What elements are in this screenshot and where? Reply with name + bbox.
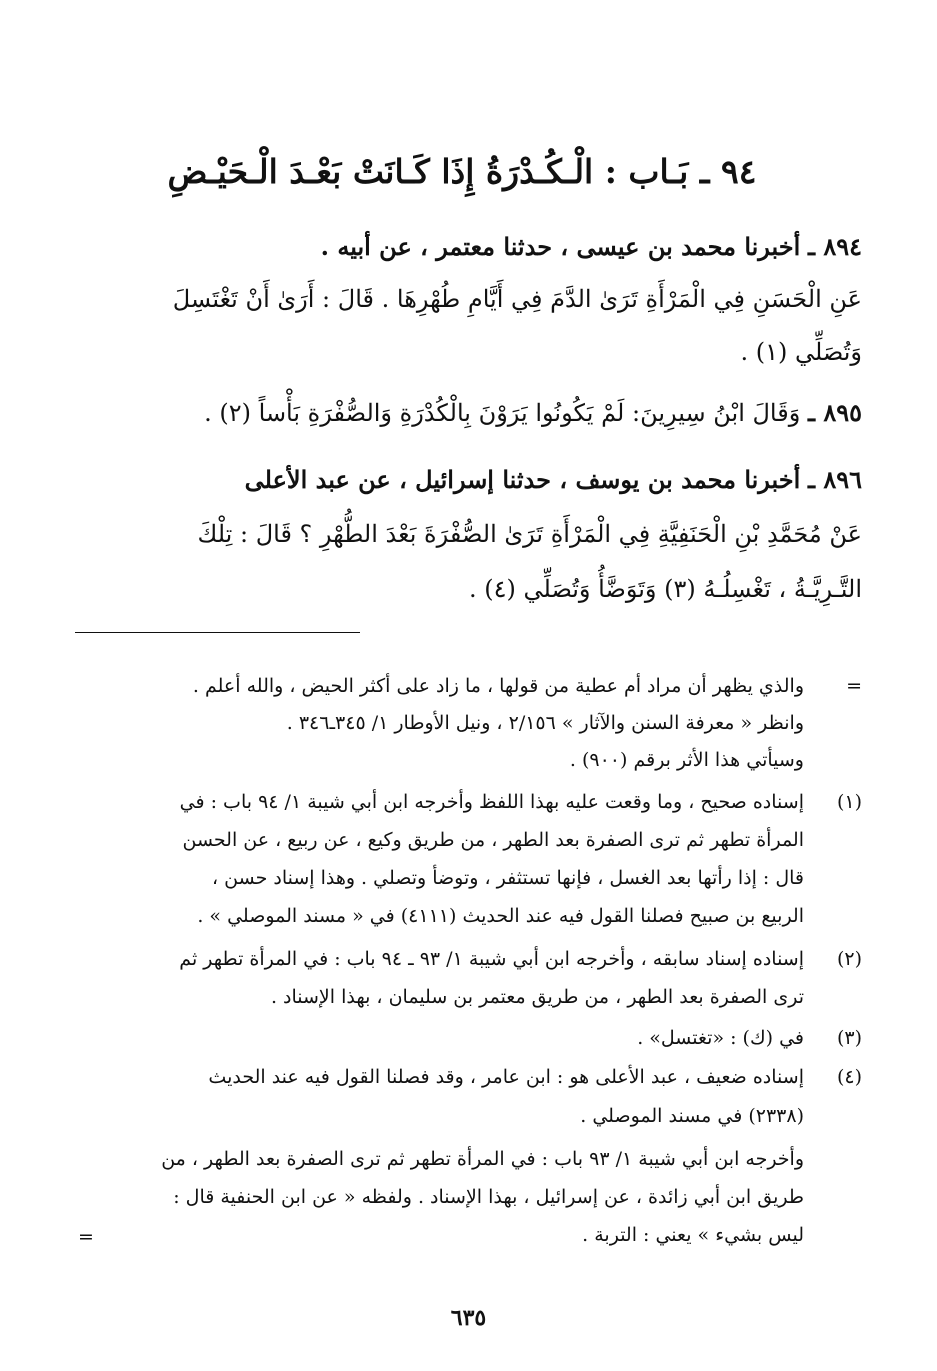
footnote-line: الربيع بن صبيح فصلنا القول فيه عند الحديث (٤١١١) في « مسند الموصلي » . [197,905,804,927]
footnote-line-row [72,1185,862,1215]
footnote-separator [75,632,360,633]
footnote-continued [72,674,862,704]
footnote-line: وانظر « معرفة السنن والآثار » ٢/١٥٦ ، ونيل الأوطار ١/ ٣٤٥ـ٣٤٦ . [286,712,804,734]
footnote-line: وسيأتي هذا الأثر برقم (٩٠٠) . [569,749,804,771]
continuation-mark-end: = [78,1226,94,1248]
hadith-number: ٨٩٤ ـ [807,232,862,261]
footnote-1 [72,790,862,820]
footnote-line: وأخرجه ابن أبي شيبة ١/ ٩٣ باب : في المرأة تطهر ثم ترى الصفرة بعد الطهر ، من [161,1148,804,1170]
footnote-mark: (١) [836,791,862,813]
footnote-4 [72,1065,862,1095]
isnad-text: أخبرنا محمد بن يوسف ، حدثنا إسرائيل ، عن عبد الأعلى [244,465,801,494]
footnote-line-row [72,1147,862,1177]
footnote-line: ترى الصفرة بعد الطهر ، من طريق معتمر بن سليمان ، بهذا الإسناد . [270,986,804,1008]
text-line-894 [72,232,862,261]
isnad-text: أخبرنا محمد بن عيسى ، حدثنا معتمر ، عن أبيه . [320,232,801,261]
footnote-line: قال : إذا رأتها بعد الغسل ، فإنها تستثفر ، وتوضأ وتصلي . وهذا إسناد حسن ، [211,867,804,889]
footnote-line: إسناده إسناد سابقه ، وأخرجه ابن أبي شيبة ١/ ٩٣ ـ ٩٤ باب : في المرأة تطهر ثم [179,948,804,970]
footnote-mark: (٣) [836,1027,862,1049]
matn-line: عَنِ الْحَسَنِ فِي الْمَرْأَةِ تَرَىٰ الدَّمَ فِي أَيَّامِ طُهْرِهَا . قَالَ : أَرَىٰ أَنْ تَغْتَسِلَ [172,285,862,313]
chapter-heading: ٩٤ ـ بَـاب : الْـكُـدْرَةُ إِذَا كَـانَتْ بَعْـدَ الْـحَيْـضِ [167,152,757,191]
footnote-line-row [72,748,862,778]
footnote-line: ليس بشيء » يعني : التربة . [582,1224,804,1246]
footnote-3 [72,1026,862,1056]
hadith-number: ٨٩٥ ـ [807,398,862,427]
footnote-line-row [72,711,862,741]
footnote-line: طريق ابن أبي زائدة ، عن إسرائيل ، بهذا الإسناد . ولفظه « عن ابن الحنفية قال : [173,1186,804,1208]
footnote-line: إسناده صحيح ، وما وقعت عليه بهذا اللفظ وأخرجه ابن أبي شيبة ١/ ٩٤ باب : في [179,791,804,813]
matn-line: عَنْ مُحَمَّدِ بْنِ الْحَنَفِيَّةِ فِي الْمَرْأَةِ تَرَىٰ الصُّفْرَةَ بَعْدَ الطُّهْرِ ؟ قَالَ : تِلْكَ [197,520,862,548]
footnote-line-row [72,1223,862,1253]
page-number: ٦٣٥ [450,1305,487,1331]
footnote-line: (٢٣٣٨) في مسند الموصلي . [580,1105,804,1127]
footnote-line: في (ك) : «تغتسل» . [637,1027,804,1049]
text-line-895 [72,398,862,427]
hadith-number: ٨٩٦ ـ [807,465,862,494]
matn-line: التَّـرِيَّـةُ ، تَغْسِلُـهُ (٣) وَتَوَضَّأُ وَتُصَلِّي (٤) . [468,575,862,603]
footnote-line-row [72,1104,862,1134]
footnote-2 [72,947,862,977]
footnote-line-row [72,904,862,934]
text-line-896 [72,465,862,494]
footnote-mark: (٢) [836,948,862,970]
footnote-mark: (٤) [836,1066,862,1088]
matn-line: وَتُصَلِّي (١) . [740,338,862,366]
continuation-mark: = [846,675,862,697]
footnote-line-row [72,985,862,1015]
footnote-line-row [72,866,862,896]
footnote-line: المرأة تطهر ثم ترى الصفرة بعد الطهر ، من طريق وكيع ، عن ربيع ، عن الحسن [182,829,804,851]
matn-text: وَقَالَ ابْنُ سِيرِينَ: لَمْ يَكُونُوا يَرَوْنَ بِالْكُدْرَةِ وَالصُّفْرَةِ بَأْساً (٢) . [204,399,801,427]
footnote-line: إسناده ضعيف ، عبد الأعلى هو : ابن عامر ، وقد فصلنا القول فيه عند الحديث [208,1066,804,1088]
footnote-line: والذي يظهر أن مراد أم عطية من قولها ، ما زاد على أكثر الحيض ، والله أعلم . [192,675,804,697]
footnote-line-row [72,828,862,858]
